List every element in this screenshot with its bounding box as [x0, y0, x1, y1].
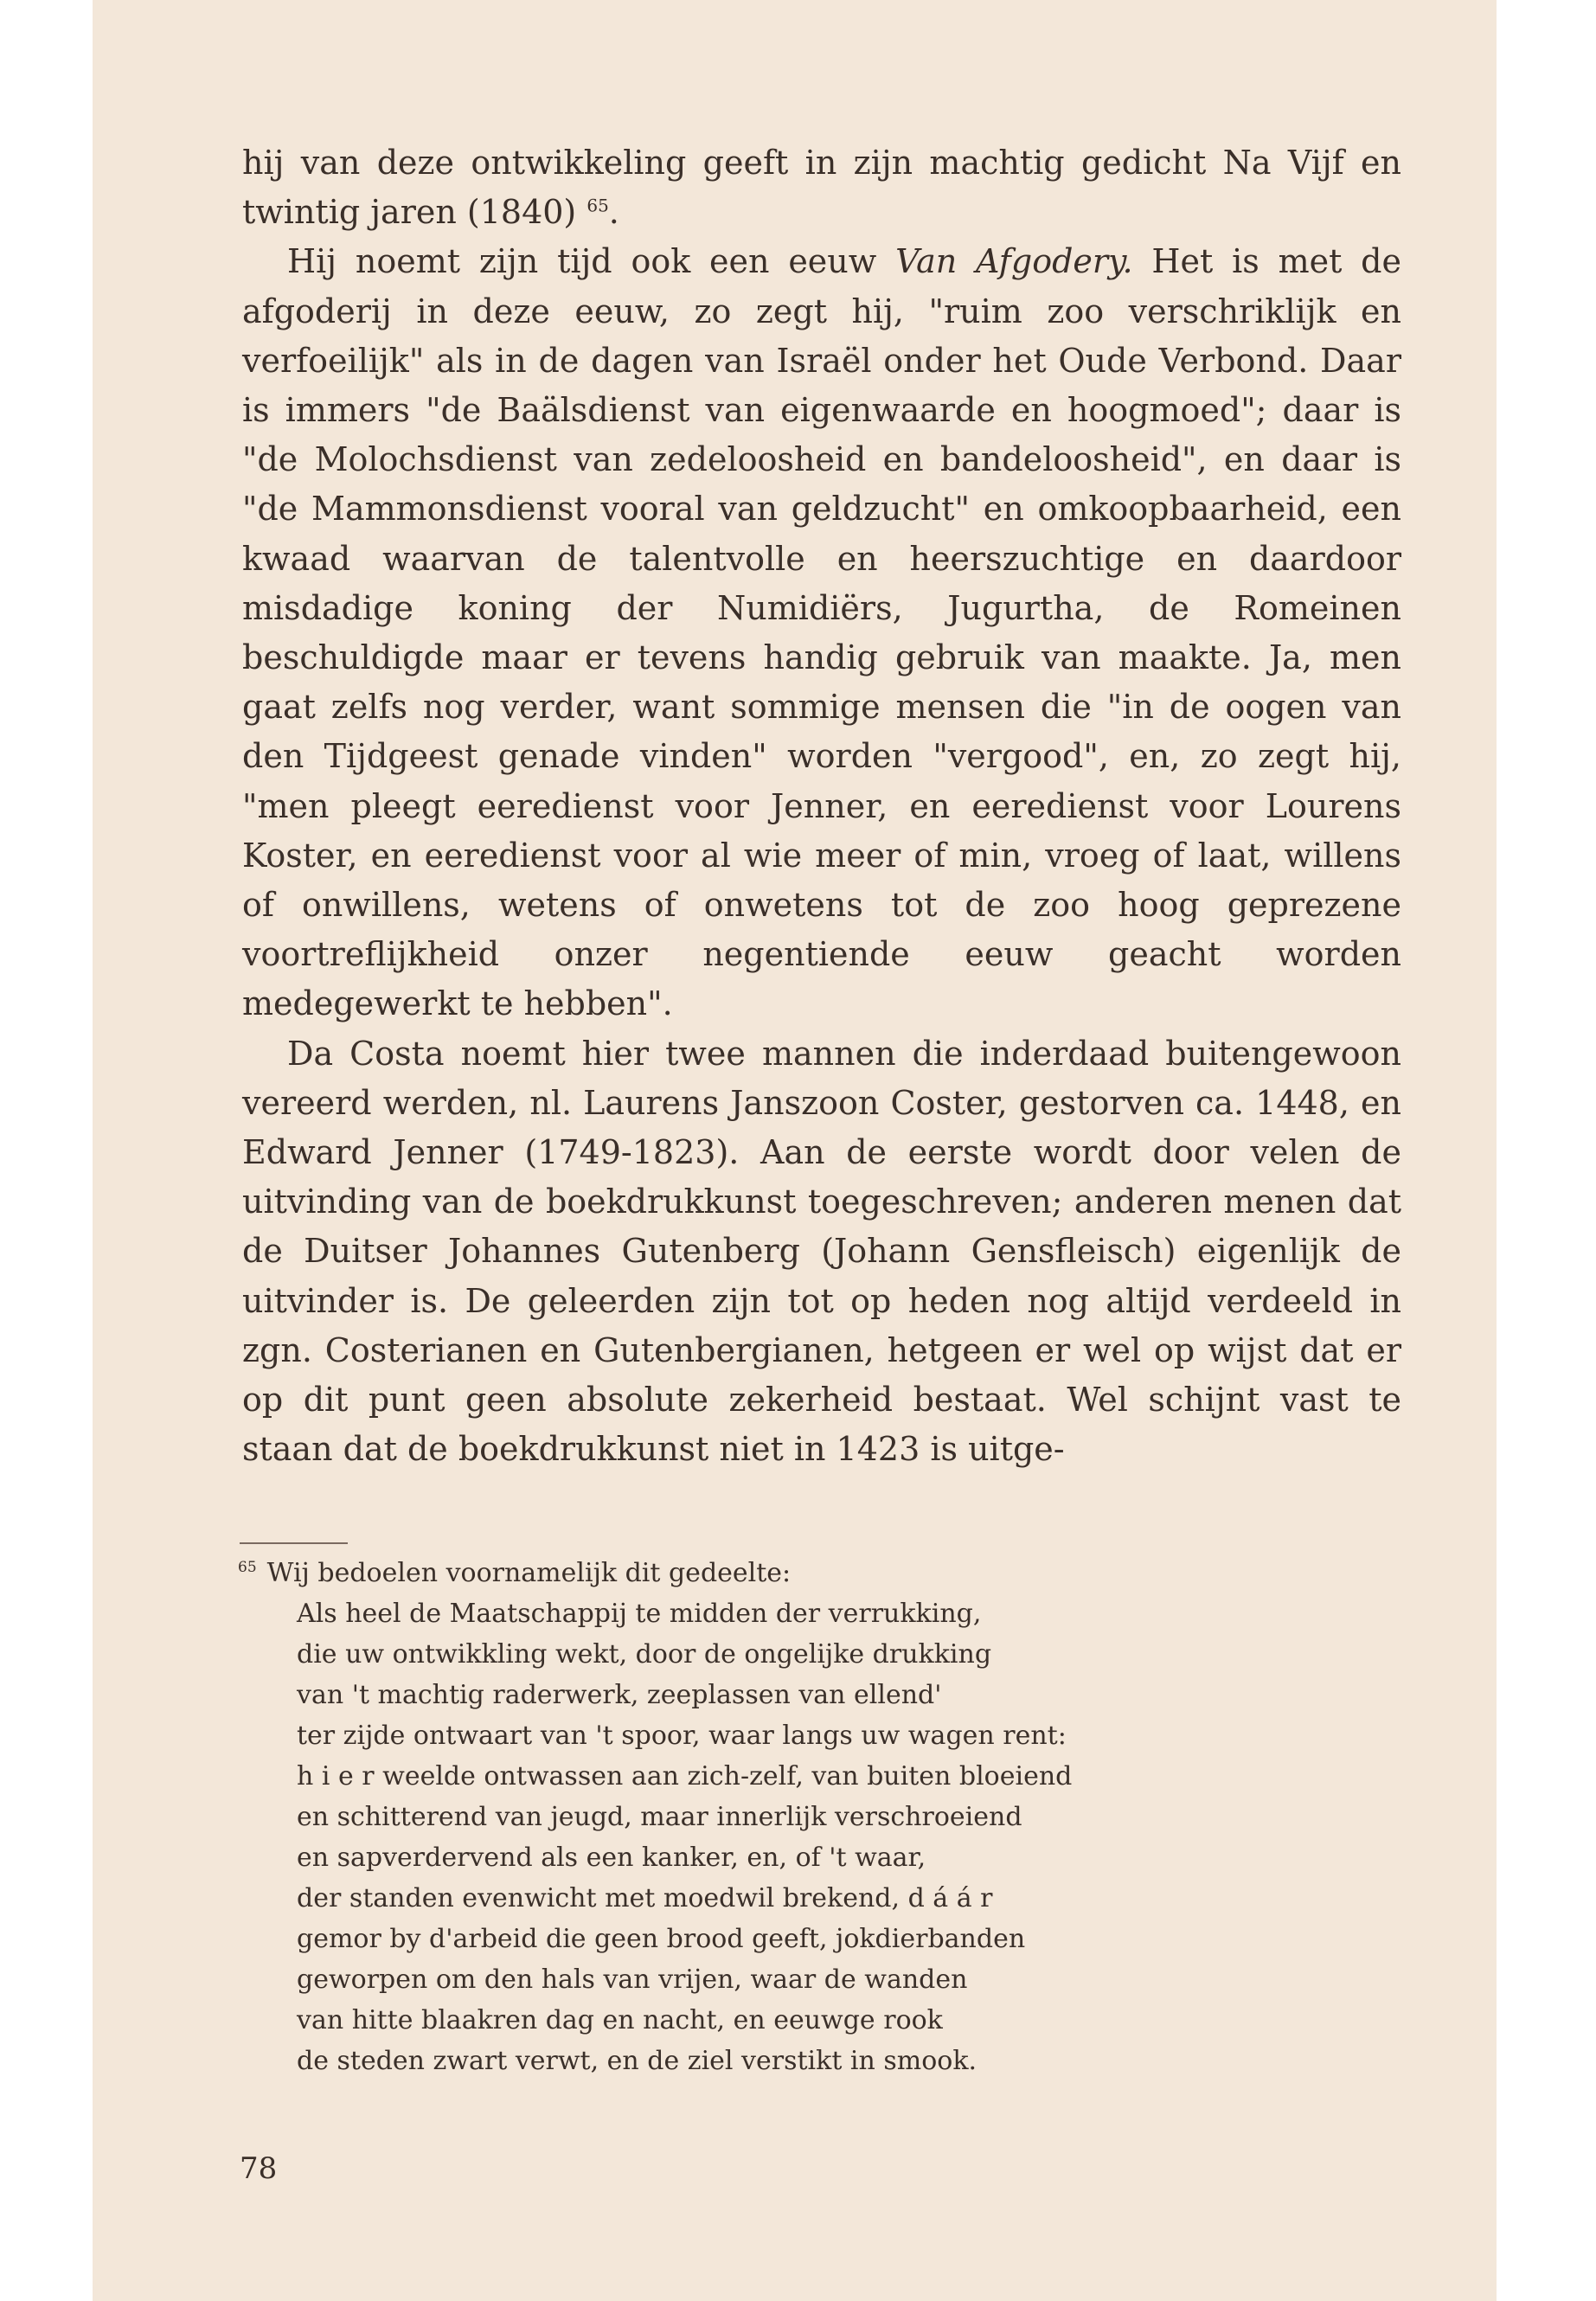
- poem-line: geworpen om den hals van vrijen, waar de wanden: [297, 1965, 968, 1995]
- poem-line: Als heel de Maatschappij te midden der verrukking,: [297, 1599, 982, 1629]
- poem-line: gemor by d'arbeid die geen brood geeft, jokdierbanden: [297, 1924, 1026, 1954]
- footnote-intro-text: Wij bedoelen voornamelijk dit gedeelte:: [266, 1558, 792, 1588]
- footnote-reference: 65: [586, 195, 609, 216]
- footnote-poem: [238, 1593, 1380, 2081]
- poem-line: de steden zwart verwt, en de ziel verstikt in smook.: [297, 2046, 977, 2076]
- paragraph-3: [242, 1029, 1401, 1475]
- poem-line: die uw ontwikkling wekt, door de ongelijke drukking: [297, 1639, 992, 1670]
- footnote-divider: [240, 1542, 348, 1544]
- paragraph-2: [242, 237, 1401, 1029]
- poem-line: ter zijde ontwaart van 't spoor, waar langs uw wagen rent:: [297, 1721, 1067, 1751]
- footnote-number: 65: [238, 1559, 257, 1576]
- poem-line: van hitte blaakren dag en nacht, en eeuwge rook: [297, 2005, 943, 2035]
- paragraph-1-text: hij van deze ontwikkeling geeft in zijn machtig gedicht Na Vijf en twintig jaren (1840): [242, 144, 1401, 232]
- paragraph-3-text: Da Costa noemt hier twee mannen die inderdaad buitengewoon vereerd werden, nl. Laurens Janszoon Coster, gestorven ca. 1448, en Edward Jenner (1749-1823). Aan de eerste wordt door velen de uitvinding van de boekdrukkunst toegeschreven; anderen menen dat de Duitser Johannes Gutenberg (Johann Gensfleisch) eigenlijk de uitvinder is. De geleerden zijn tot op heden nog altijd verdeeld in zgn. Costerianen en Gutenbergianen, hetgeen er wel op wijst dat er op dit punt geen absolute zekerheid bestaat. Wel schijnt vast te staan dat de boekdrukkunst niet in 1423 is uitge-: [242, 1034, 1401, 1469]
- poem-line: en sapverdervend als een kanker, en, of 't waar,: [297, 1843, 926, 1873]
- poem-line: h i e r weelde ontwassen aan zich-zelf, van buiten bloeiend: [297, 1761, 1073, 1791]
- paragraph-2-text: Het is met de afgoderij in deze eeuw, zo zegt hij, "ruim zoo verschriklijk en verfoeilijk" als in de dagen van Israël onder het Oude Verbond. Daar is immers "de Baälsdienst van eigenwaarde en hoogmoed"; daar is "de Molochsdienst van zedeloosheid en bandeloosheid", en daar is "de Mammonsdienst vooral van geldzucht" en omkoopbaarheid, een kwaad waarvan de talentvolle en heerszuchtige en daardoor misdadige koning der Numidiërs, Jugurtha, de Romeinen beschuldigde maar er tevens handig gebruik van maakte. Ja, men gaat zelfs nog verder, want sommige mensen die "in de oogen van den Tijdgeest genade vinden" worden "vergood", en, zo zegt hij, "men pleegt eeredienst voor Jenner, en eeredienst voor Lourens Koster, en eeredienst voor al wie meer of min, vroeg of laat, willens of onwillens, wetens of onwetens tot de zoo hoog geprezene voortreflijkheid onzer negentiende eeuw geacht worden medegewerkt te hebben".: [242, 242, 1401, 1023]
- footnote-intro: [238, 1553, 1380, 1593]
- book-page: [93, 0, 1497, 2301]
- page-number: 78: [240, 2151, 278, 2186]
- paragraph-1-end: .: [608, 193, 619, 232]
- poem-line: van 't machtig raderwerk, zeeplassen van ellend': [297, 1680, 942, 1710]
- footnote: [238, 1553, 1380, 2081]
- poem-line: der standen evenwicht met moedwil brekend, d á á r: [297, 1883, 993, 1913]
- paragraph-2-lead: Hij noemt zijn tijd ook een eeuw: [287, 242, 896, 281]
- italic-title: Van Afgodery.: [895, 242, 1133, 281]
- paragraph-1: [242, 138, 1401, 237]
- poem-line: en schitterend van jeugd, maar innerlijk verschroeiend: [297, 1802, 1022, 1832]
- body-text: [242, 138, 1401, 1474]
